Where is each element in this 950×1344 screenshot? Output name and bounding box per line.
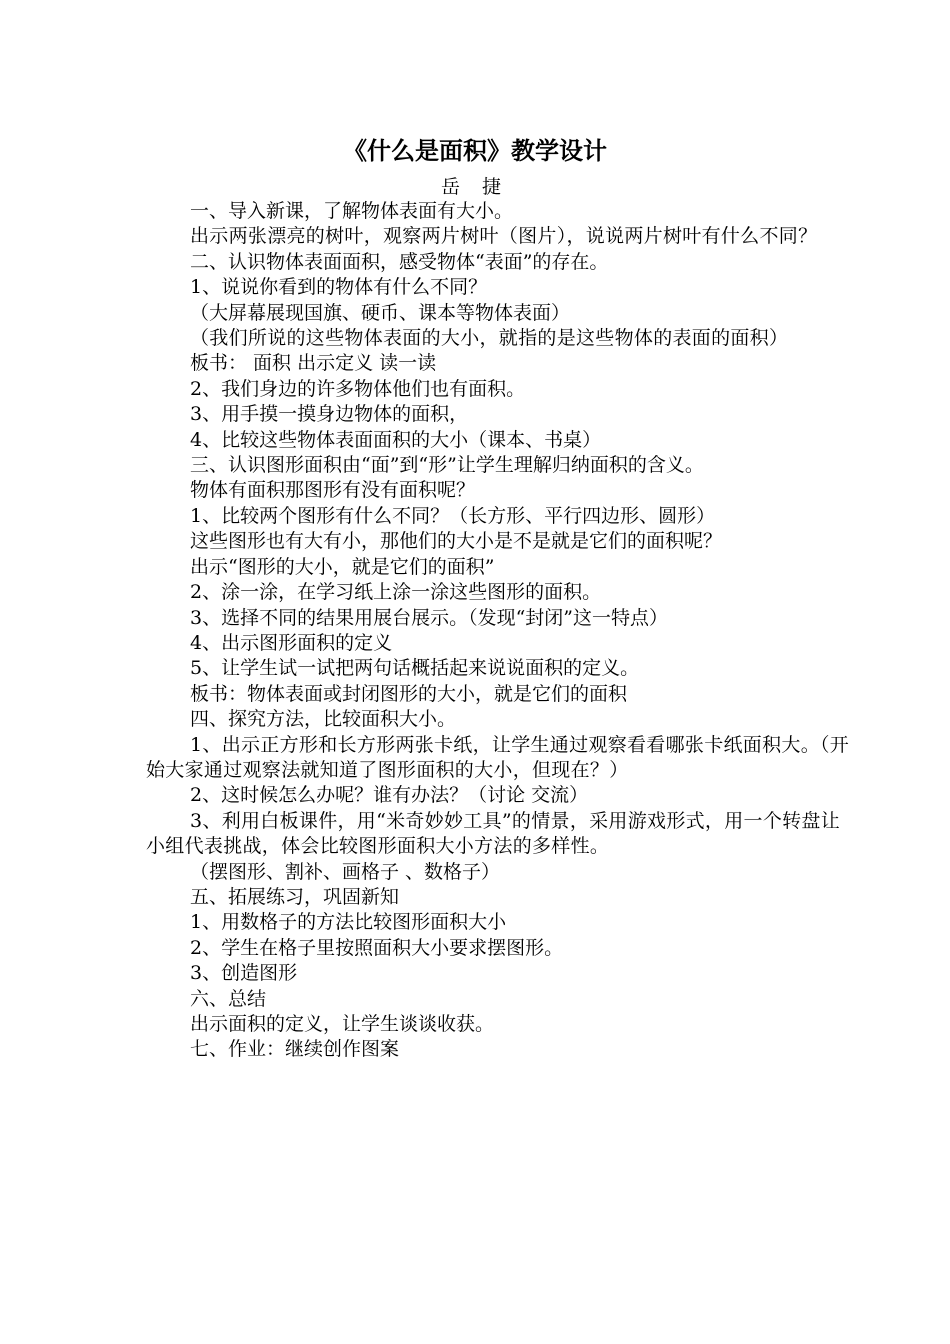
paragraph-line: 3、创造图形	[190, 962, 298, 985]
paragraph-line: 5、让学生试一试把两句话概括起来说说面积的定义。	[190, 657, 640, 680]
paragraph-line: 2、学生在格子里按照面积大小要求摆图形。	[190, 936, 564, 959]
paragraph-line: 物体有面积那图形有没有面积呢？	[190, 479, 476, 502]
paragraph-line: 二、认识物体表面面积，感受物体“表面”的存在。	[190, 250, 609, 273]
paragraph-line: 1、用数格子的方法比较图形面积大小	[190, 911, 507, 934]
paragraph-line: 七、作业：继续创作图案	[190, 1038, 400, 1061]
paragraph-line: 板书： 面积 出示定义 读一读	[190, 352, 437, 375]
paragraph-line: 板书：物体表面或封闭图形的大小，就是它们的面积	[190, 682, 628, 705]
document-body	[146, 199, 852, 1063]
paragraph-line: 2、我们身边的许多物体他们也有面积。	[190, 377, 526, 400]
paragraph-line: 3、用手摸一摸身边物体的面积，	[190, 403, 469, 426]
paragraph-line: （摆图形、割补、画格子 、数格子）	[190, 860, 501, 883]
paragraph-line: 这些图形也有大有小，那他们的大小是不是就是它们的面积呢？	[190, 530, 723, 553]
paragraph-line: 3、选择不同的结果用展台展示。（发现“封闭”这一特点）	[190, 606, 669, 629]
paragraph-line: 1、出示正方形和长方形两张卡纸，让学生通过观察看看哪张卡纸面积大。（开始大家通过观察法就知道了图形面积的大小，但现在？）	[146, 733, 850, 781]
document-author: 岳 捷	[440, 176, 510, 198]
paragraph-line: 1、比较两个图形有什么不同？（长方形、平行四边形、圆形）	[190, 504, 716, 527]
document-title: 《什么是面积》教学设计	[343, 137, 607, 165]
paragraph-line: （大屏幕展现国旗、硬币、课本等物体表面）	[190, 301, 571, 324]
paragraph-line: 4、出示图形面积的定义	[190, 631, 393, 654]
paragraph-line: 2、这时候怎么办呢？谁有办法？（讨论 交流）	[190, 784, 589, 807]
paragraph-line: 六、总结	[190, 987, 267, 1010]
paragraph-line: 1、说说你看到的物体有什么不同？	[190, 276, 488, 299]
paragraph-line: 3、利用白板课件，用“米奇妙妙工具”的情景，采用游戏形式，用一个转盘让小组代表挑战，体会比较图形面积大小方法的多样性。	[146, 809, 841, 858]
paragraph-line: 一、导入新课，了解物体表面有大小。	[190, 200, 514, 222]
paragraph-line: （我们所说的这些物体表面的大小，就指的是这些物体的表面的面积）	[190, 327, 789, 350]
paragraph-line: 出示面积的定义，让学生谈谈收获。	[190, 1013, 495, 1035]
paragraph-line: 出示两张漂亮的树叶，观察两片树叶（图片），说说两片树叶有什么不同？	[190, 225, 818, 248]
paragraph-line: 出示“图形的大小，就是它们的面积”	[190, 555, 495, 578]
paragraph-line: 4、比较这些物体表面面积的大小（课本、书桌）	[190, 428, 602, 451]
paragraph-line: 四、探究方法，比较面积大小。	[190, 708, 457, 731]
paragraph-line: 三、认识图形面积由“面”到“形”让学生理解归纳面积的含义。	[190, 454, 704, 477]
paragraph-line: 五、拓展练习，巩固新知	[190, 885, 400, 908]
paragraph-line: 2、涂一涂，在学习纸上涂一涂这些图形的面积。	[190, 581, 602, 604]
